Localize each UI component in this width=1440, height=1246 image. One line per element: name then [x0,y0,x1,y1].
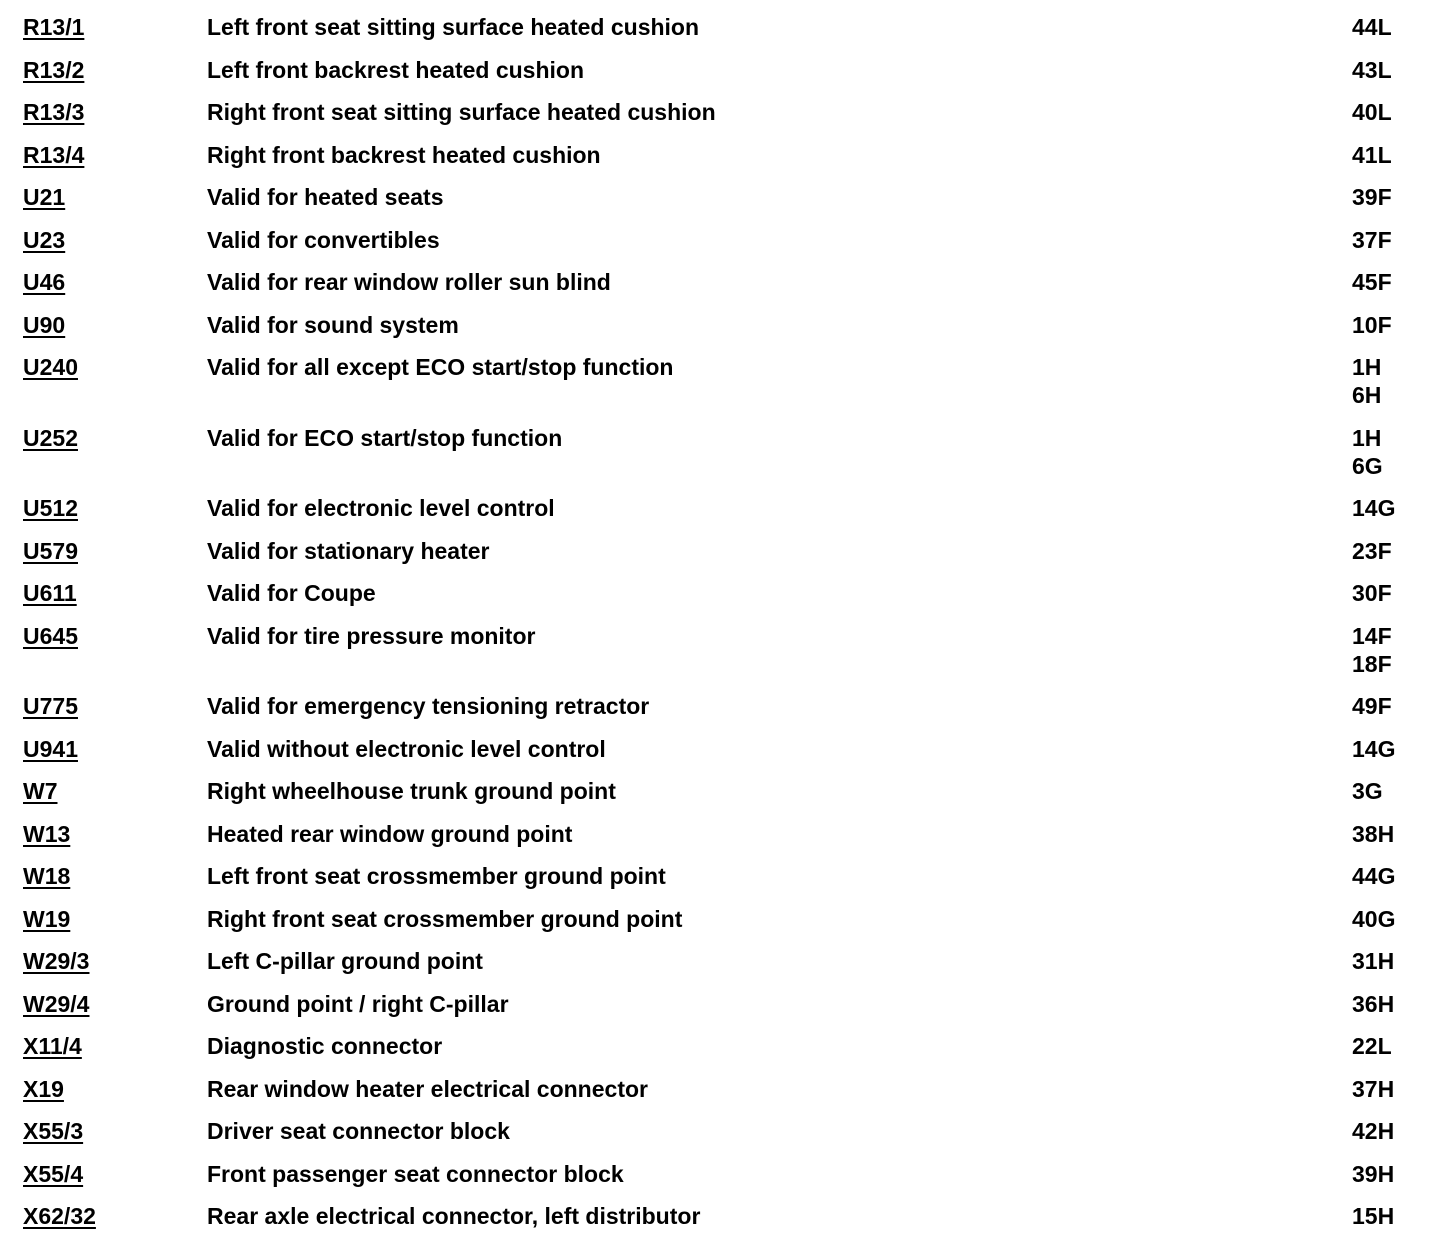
grid-location [1352,13,1392,41]
grid-location [1352,424,1383,480]
component-code-link[interactable]: W13 [23,820,71,847]
grid-location [1352,947,1394,975]
grid-location-value: 40L [1352,99,1392,125]
grid-location-value: 14G [1352,735,1396,762]
component-description: Rear window heater electrical connector [207,1075,648,1102]
grid-location-value: 44L [1352,14,1392,40]
grid-location-value: 1H [1352,354,1382,380]
grid-location-value: 14G [1352,495,1396,521]
grid-location [1352,494,1395,522]
grid-location [1352,141,1392,169]
grid-location [1352,226,1392,254]
component-description: Front passenger seat connector block [207,1160,624,1187]
grid-location [1352,1032,1392,1060]
grid-location-value: 38H [1352,820,1395,847]
grid-location [1352,56,1392,84]
component-code-link[interactable]: X55/3 [23,1118,84,1144]
grid-location [1352,777,1383,805]
component-description: Diagnostic connector [207,1033,443,1059]
component-code-link[interactable]: U252 [23,424,78,451]
grid-location [1352,579,1392,607]
grid-location [1352,692,1392,720]
grid-location-value: 31H [1352,948,1395,974]
component-code-link[interactable]: R13/1 [23,14,85,40]
component-description: Valid for heated seats [207,184,444,210]
component-code-link[interactable]: R13/4 [23,141,85,168]
component-code-link[interactable]: U941 [23,735,78,762]
grid-location-value: 15H [1352,1203,1395,1229]
component-description: Valid for stationary heater [207,537,490,564]
component-description: Valid for sound system [207,311,459,338]
grid-location-value: 45F [1352,269,1392,295]
component-code-link[interactable]: U23 [23,226,66,253]
component-code-link[interactable]: U90 [23,311,66,338]
component-description: Valid for ECO start/stop function [207,424,563,451]
grid-location-value: 39H [1352,1160,1395,1187]
component-code-link[interactable]: X11/4 [23,1033,82,1059]
component-description: Valid without electronic level control [207,735,606,762]
grid-location [1352,990,1394,1018]
grid-location-value: 3G [1352,778,1383,804]
component-code-link[interactable]: U645 [23,622,78,649]
grid-location [1352,622,1392,678]
grid-location [1352,183,1392,211]
grid-location-value: 44G [1352,863,1396,889]
grid-location-value: 1H [1352,424,1382,451]
grid-location [1352,537,1392,565]
grid-location-value: 30F [1352,580,1392,606]
component-code-link[interactable]: U579 [23,537,78,564]
component-description: Valid for emergency tensioning retractor [207,693,650,719]
component-description: Valid for rear window roller sun blind [207,269,611,295]
grid-location-value: 39F [1352,184,1392,210]
grid-location [1352,820,1394,848]
component-code-link[interactable]: U775 [23,693,78,719]
component-code-link[interactable]: U46 [23,269,66,295]
component-description: Valid for Coupe [207,580,376,606]
component-description: Valid for all except ECO start/stop function [207,354,674,380]
component-code-link[interactable]: U512 [23,495,78,521]
component-code-link[interactable]: W18 [23,863,71,889]
component-code-link[interactable]: R13/3 [23,99,85,125]
component-code-link[interactable]: X55/4 [23,1160,84,1187]
grid-location-value: 23F [1352,537,1392,564]
grid-location-value: 36H [1352,990,1395,1017]
component-description: Heated rear window ground point [207,820,573,847]
component-description: Left front backrest heated cushion [207,56,585,83]
grid-location-value: 49F [1352,693,1392,719]
component-description: Driver seat connector block [207,1118,510,1144]
grid-location-value: 43L [1352,56,1392,83]
grid-location-value: 22L [1352,1033,1392,1059]
grid-location [1352,311,1392,339]
component-code-link[interactable]: X62/32 [23,1203,96,1229]
grid-location-value: 6G [1352,452,1383,479]
grid-location [1352,98,1392,126]
grid-location [1352,1117,1394,1145]
component-description: Right front backrest heated cushion [207,141,601,168]
component-code-link[interactable]: R13/2 [23,56,85,83]
component-description: Valid for electronic level control [207,495,555,521]
component-description: Left front seat sitting surface heated cushion [207,14,700,40]
grid-location [1352,268,1392,296]
grid-location [1352,1202,1394,1230]
grid-location-value: 37H [1352,1075,1395,1102]
grid-location-value: 10F [1352,311,1392,338]
component-code-link[interactable]: U21 [23,184,66,210]
component-code-link[interactable]: W29/3 [23,948,90,974]
component-description: Right front seat sitting surface heated cushion [207,99,716,125]
component-code-link[interactable]: U611 [23,580,77,606]
component-code-link[interactable]: U240 [23,354,78,380]
component-code-link[interactable]: W19 [23,905,71,932]
grid-location-value: 40G [1352,905,1396,932]
component-description: Ground point / right C-pillar [207,990,509,1017]
grid-location-value: 42H [1352,1118,1395,1144]
component-code-link[interactable]: X19 [23,1075,64,1102]
component-description: Rear axle electrical connector, left distributor [207,1203,701,1229]
grid-location [1352,735,1395,763]
component-code-link[interactable]: W7 [23,778,58,804]
grid-location [1352,1160,1394,1188]
grid-location-value: 6H [1352,382,1382,408]
component-description: Right front seat crossmember ground point [207,905,683,932]
grid-location [1352,905,1395,933]
component-description: Left C-pillar ground point [207,948,483,974]
component-description: Left front seat crossmember ground point [207,863,666,889]
grid-location-value: 14F [1352,622,1392,649]
grid-location [1352,1075,1394,1103]
grid-location-value: 41L [1352,141,1392,168]
grid-location [1352,862,1395,890]
component-description: Valid for tire pressure monitor [207,622,536,649]
component-description: Right wheelhouse trunk ground point [207,778,616,804]
component-code-link[interactable]: W29/4 [23,990,90,1017]
grid-location-value: 37F [1352,226,1392,253]
grid-location-value: 18F [1352,650,1392,677]
grid-location [1352,353,1381,409]
component-description: Valid for convertibles [207,226,440,253]
